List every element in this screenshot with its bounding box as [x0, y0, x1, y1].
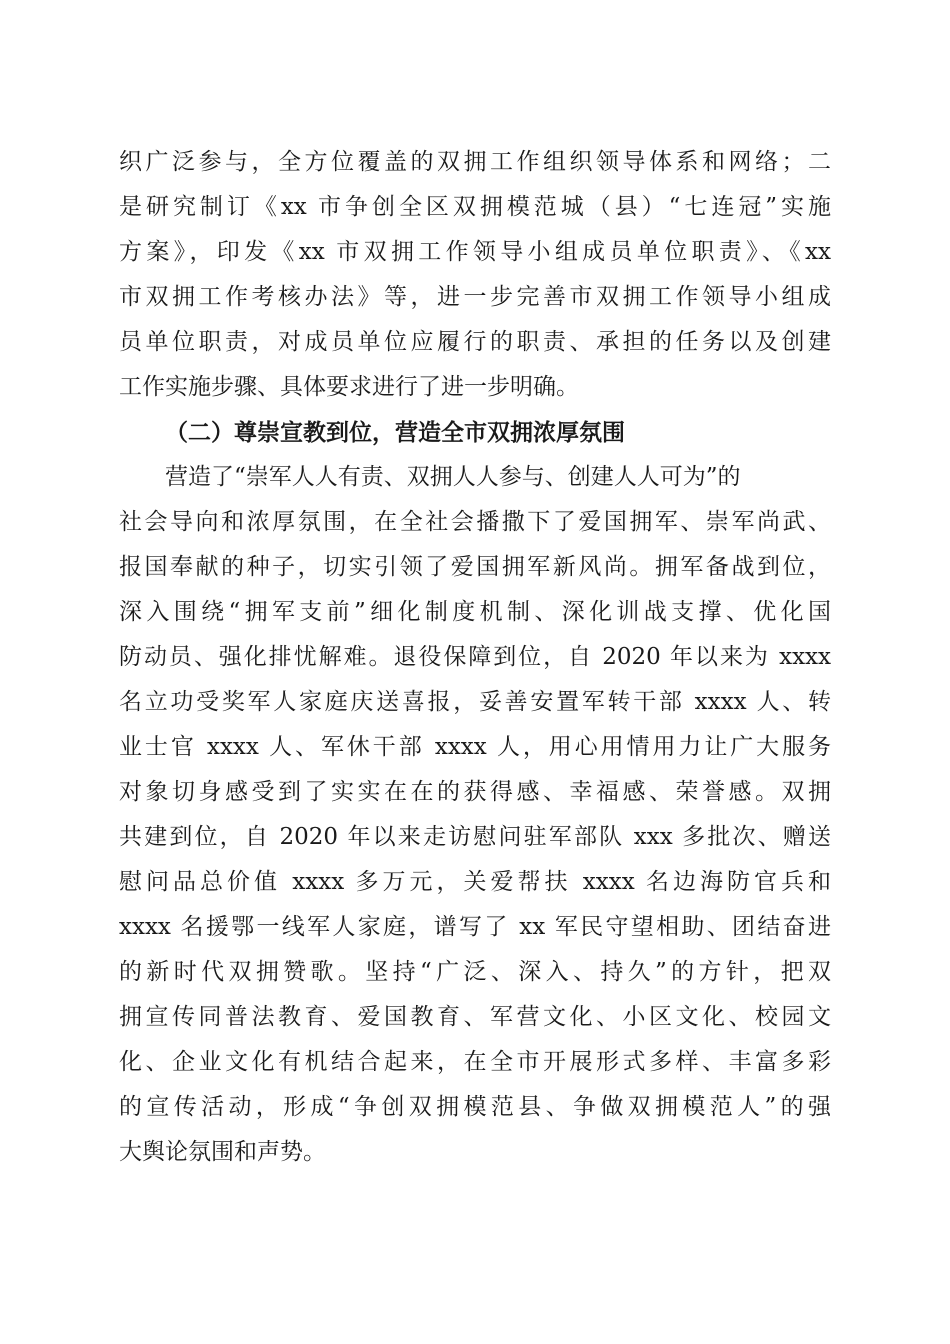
- text-line: 方案》，印发《xx 市双拥工作领导小组成员单位职责》、《xx: [119, 239, 831, 265]
- text-line: 防动员、强化排忧解难。退役保障到位，自 2020 年以来为 xxxx: [119, 644, 831, 670]
- text-line: 织广泛参与，全方位覆盖的双拥工作组织领导体系和网络；二: [119, 149, 831, 175]
- text-line: 大舆论氛围和声势。: [119, 1139, 326, 1165]
- text-line: 名立功受奖军人家庭庆送喜报，妥善安置军转干部 xxxx 人、转: [119, 689, 831, 715]
- text-line: 深入围绕“拥军支前”细化制度机制、深化训战支撑、优化国: [119, 599, 831, 625]
- paragraph-2: [119, 455, 831, 1175]
- text-line: 共建到位，自 2020 年以来走访慰问驻军部队 xxx 多批次、赠送: [119, 824, 831, 850]
- text-line: 市双拥工作考核办法》等，进一步完善市双拥工作领导小组成: [119, 284, 831, 310]
- text-line: 员单位职责，对成员单位应履行的职责、承担的任务以及创建: [119, 329, 831, 355]
- text-line: 营造了“崇军人人有责、双拥人人参与、创建人人可为”的: [165, 464, 741, 490]
- text-line: 对象切身感受到了实实在在的获得感、幸福感、荣誉感。双拥: [119, 779, 831, 805]
- text-line: 的宣传活动，形成“争创双拥模范县、争做双拥模范人”的强: [119, 1094, 831, 1120]
- text-line: 化、企业文化有机结合起来，在全市开展形式多样、丰富多彩: [119, 1049, 831, 1075]
- text-line: 是研究制订《xx 市争创全区双拥模范城（县）“七连冠”实施: [119, 194, 831, 220]
- text-line: 报国奉献的种子，切实引领了爱国拥军新风尚。拥军备战到位，: [119, 554, 831, 580]
- document-body: [119, 140, 831, 1175]
- text-line: 社会导向和浓厚氛围，在全社会播撒下了爱国拥军、崇军尚武、: [119, 509, 831, 535]
- section-heading: （二）尊崇宣教到位，营造全市双拥浓厚氛围: [165, 419, 625, 446]
- paragraph-1: [119, 140, 831, 410]
- text-line: 的新时代双拥赞歌。坚持“广泛、深入、持久”的方针，把双: [119, 959, 831, 985]
- text-line: xxxx 名援鄂一线军人家庭，谱写了 xx 军民守望相助、团结奋进: [119, 914, 831, 940]
- text-line: 慰问品总价值 xxxx 多万元，关爱帮扶 xxxx 名边海防官兵和: [119, 869, 831, 895]
- text-line: 业士官 xxxx 人、军休干部 xxxx 人，用心用情用力让广大服务: [119, 734, 831, 760]
- text-line: 工作实施步骤、具体要求进行了进一步明确。: [119, 374, 579, 400]
- text-line: 拥宣传同普法教育、爱国教育、军营文化、小区文化、校园文: [119, 1004, 831, 1030]
